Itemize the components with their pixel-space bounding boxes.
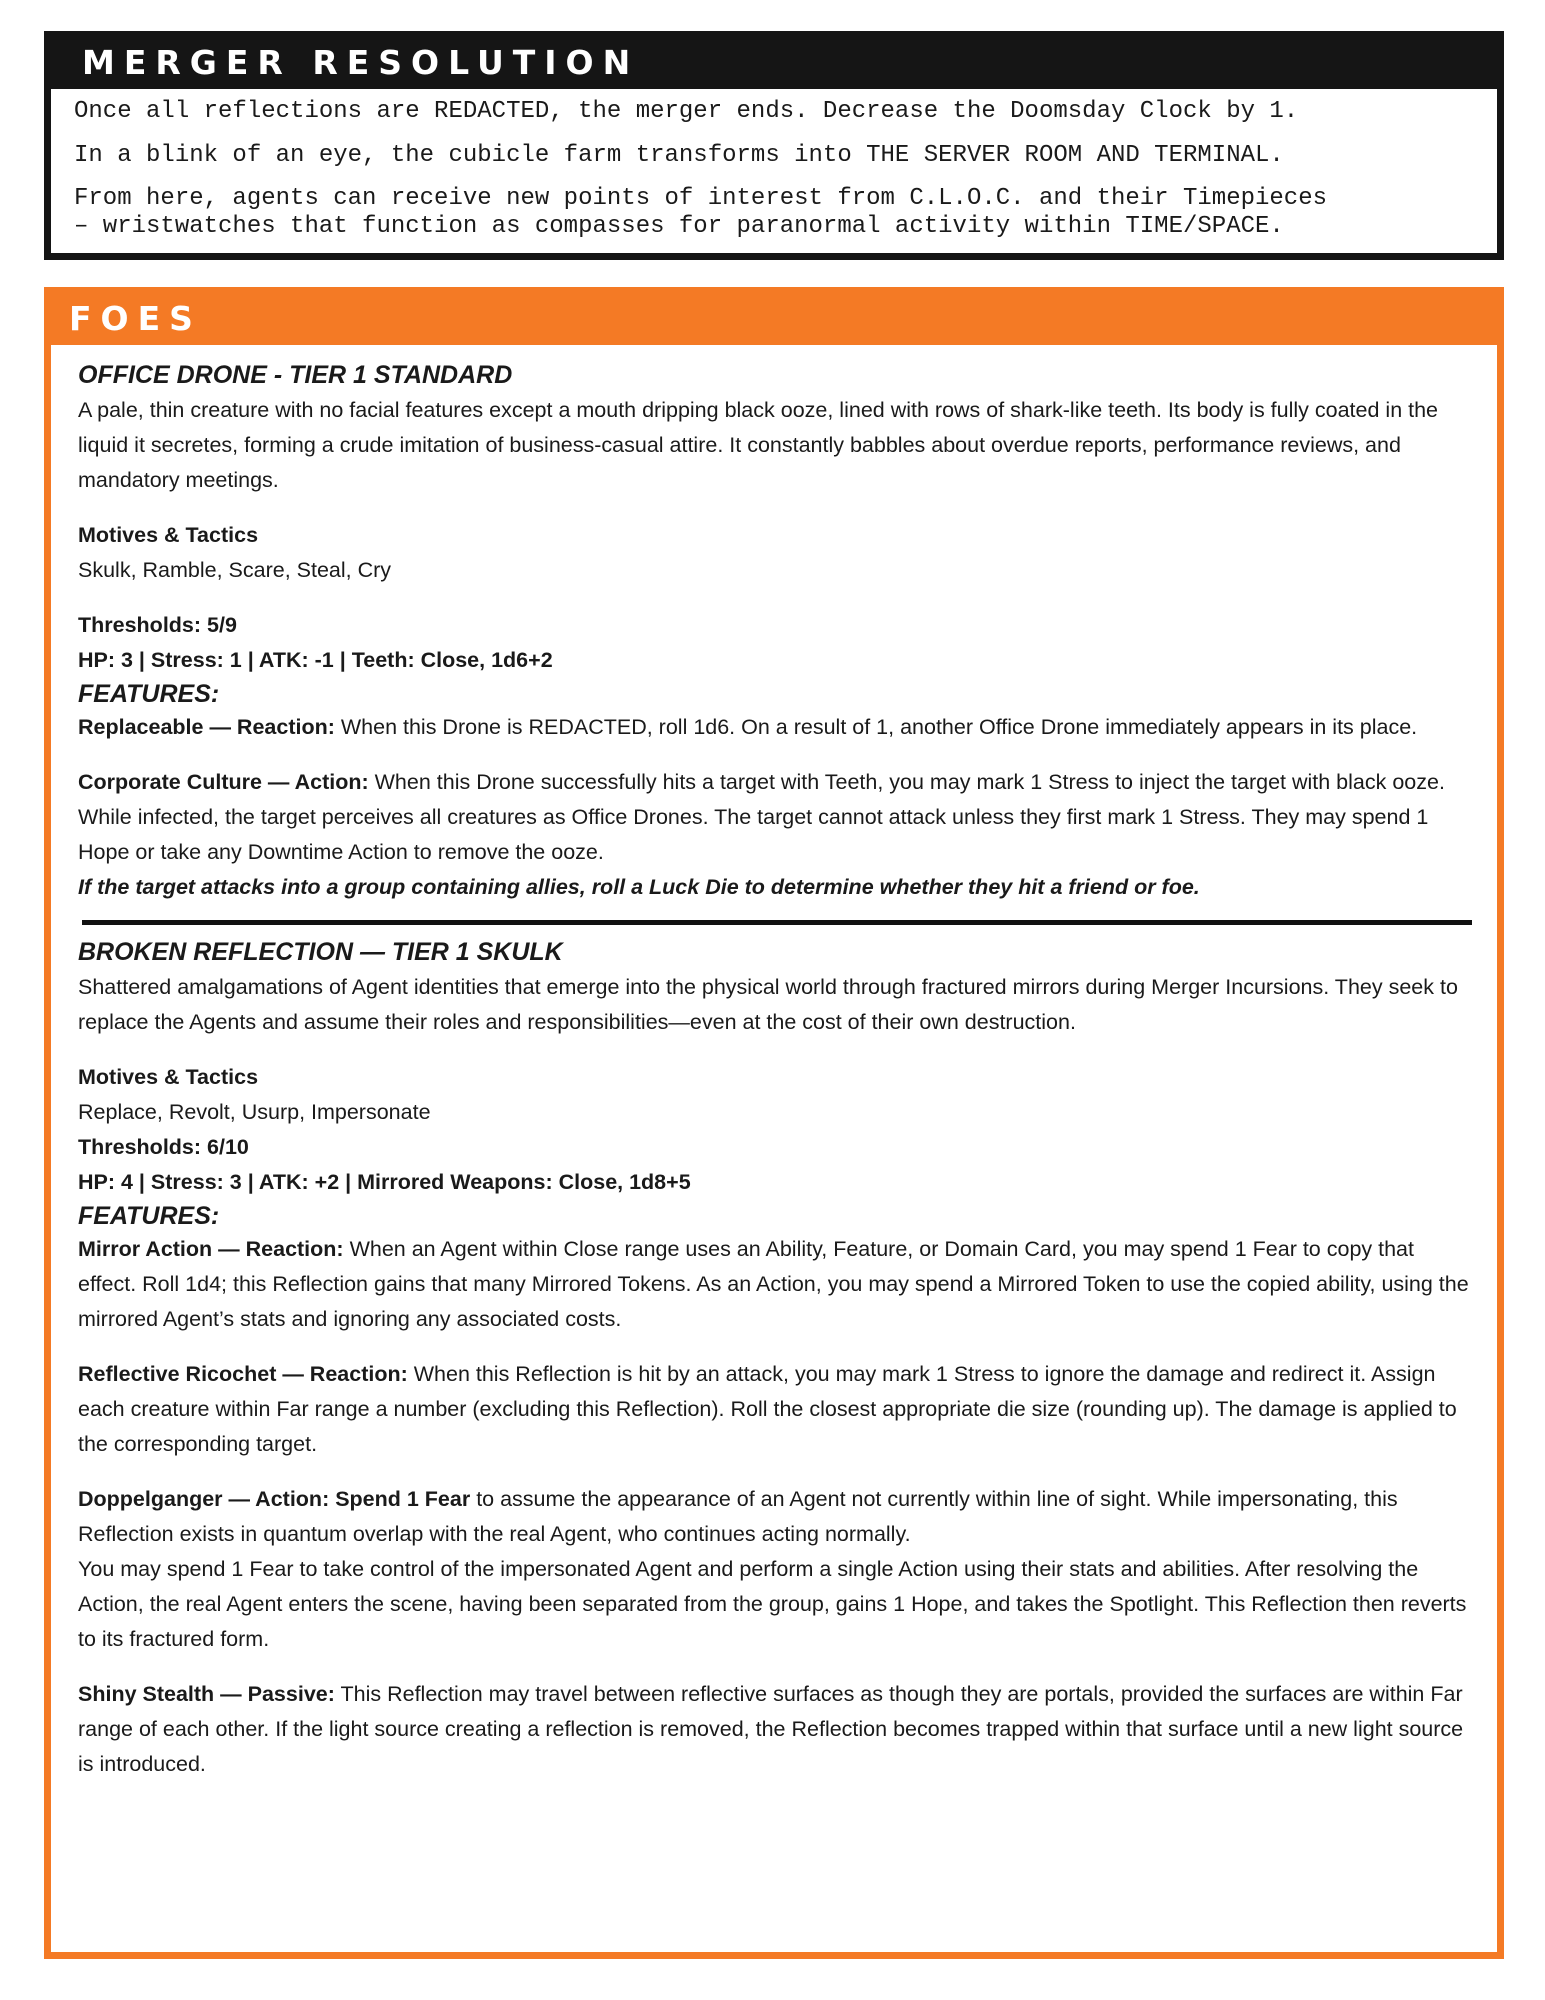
broken-reflection-features-label: FEATURES: — [78, 1202, 220, 1230]
feature-mirror-action — [78, 1232, 1471, 1337]
merger-line-3-text: From here, agents can receive new points of interest from C.L.O.C. and their Timepieces — [74, 185, 1328, 212]
feature-replaceable-text: When this Drone is REDACTED, roll 1d6. On a result of 1, another Office Drone immediately appears in its place. — [334, 715, 1418, 739]
merger-line-3 — [74, 185, 1475, 241]
foes-body — [51, 345, 1497, 1782]
feature-doppelganger-name: Doppelganger — Action: Spend 1 Fear — [78, 1487, 471, 1511]
section-divider — [82, 920, 1472, 925]
feature-shiny-stealth — [78, 1677, 1471, 1782]
broken-reflection-motives: Replace, Revolt, Usurp, Impersonate — [78, 1100, 431, 1124]
feature-corporate-culture-text: When this Drone successfully hits a target with Teeth, you may mark 1 Stress to inject the target with black ooze. While infected, the target perceives all creatures as Office Drones. The target cannot attack unless they first mark 1 Stress. They may spend 1 Hope or take any Downtime Action to remove the ooze. — [78, 770, 1445, 864]
office-drone-stats: HP: 3 | Stress: 1 | ATK: -1 | Teeth: Close, 1d6+2 — [78, 648, 553, 672]
feature-replaceable-name: Replaceable — Reaction: — [78, 715, 335, 739]
feature-reflective-ricochet-text: When this Reflection is hit by an attack, you may mark 1 Stress to ignore the damage and redirect it. Assign each creature within Far range a number (excluding this Reflection). Roll the closest appropriate die size (rounding up). The damage is applied to the corresponding target. — [78, 1362, 1457, 1456]
office-drone-thresholds: Thresholds: 5/9 — [78, 613, 237, 637]
feature-shiny-stealth-name: Shiny Stealth — Passive: — [78, 1682, 335, 1706]
broken-reflection-motives-label: Motives & Tactics — [78, 1065, 259, 1089]
feature-reflective-ricochet — [78, 1357, 1471, 1462]
merger-resolution-box — [44, 31, 1504, 260]
office-drone-motives: Skulk, Ramble, Scare, Steal, Cry — [78, 558, 392, 582]
feature-replaceable — [78, 710, 1471, 745]
foes-heading: FOES — [69, 299, 202, 338]
foes-box — [44, 287, 1504, 1959]
feature-reflective-ricochet-name: Reflective Ricochet — Reaction: — [78, 1362, 408, 1386]
feature-shiny-stealth-text: This Reflection may travel between reflective surfaces as though they are portals, provided the surfaces are within Far range of each other. If the light source creating a reflection is removed, the Reflection becomes trapped within that surface until a new light source is introduced. — [78, 1682, 1464, 1776]
merger-line-2: In a blink of an eye, the cubicle farm transforms into THE SERVER ROOM AND TERMINAL. — [74, 142, 1284, 169]
feature-corporate-culture — [78, 765, 1471, 870]
office-drone-features-label: FEATURES: — [78, 680, 220, 708]
broken-reflection-thresholds: Thresholds: 6/10 — [78, 1135, 249, 1159]
feature-mirror-action-name: Mirror Action — Reaction: — [78, 1237, 344, 1261]
feature-corporate-culture-name: Corporate Culture — Action: — [78, 770, 369, 794]
broken-reflection-title: BROKEN REFLECTION — TIER 1 SKULK — [78, 938, 563, 966]
office-drone-title: OFFICE DRONE - TIER 1 STANDARD — [78, 361, 513, 389]
merger-resolution-header — [50, 37, 1498, 89]
merger-line-1: Once all reflections are REDACTED, the merger ends. Decrease the Doomsday Clock by 1. — [74, 98, 1299, 125]
foes-header — [50, 293, 1498, 345]
office-drone-description: A pale, thin creature with no facial features except a mouth dripping black ooze, lined with rows of shark-like teeth. Its body is fully coated in the liquid it secretes, forming a crude imitation of business-casual attire. It constantly babbles about overdue reports, performance reviews, and mandatory meetings. — [78, 398, 1439, 492]
feature-doppelganger-text-2: You may spend 1 Fear to take control of the impersonated Agent and perform a single Action using their stats and abilities. After resolving the Action, the real Agent enters the scene, having been separated from the group, gains 1 Hope, and takes the Spotlight. This Reflection then reverts to its fractured form. — [78, 1557, 1467, 1651]
feature-mirror-action-text: When an Agent within Close range uses an Ability, Feature, or Domain Card, you may spend 1 Fear to copy that effect. Roll 1d4; this Reflection gains that many Mirrored Tokens. As an Action, you may spend a Mirrored Token to use the copied ability, using the mirrored Agent’s stats and ignoring any associated costs. — [78, 1237, 1469, 1331]
feature-corporate-culture-note: If the target attacks into a group containing allies, roll a Luck Die to determine whether they hit a friend or foe. — [78, 875, 1200, 899]
office-drone-motives-label: Motives & Tactics — [78, 523, 259, 547]
merger-resolution-body — [51, 89, 1497, 241]
feature-doppelganger — [78, 1482, 1471, 1552]
broken-reflection-stats: HP: 4 | Stress: 3 | ATK: +2 | Mirrored Weapons: Close, 1d8+5 — [78, 1170, 691, 1194]
broken-reflection-description: Shattered amalgamations of Agent identities that emerge into the physical world through fractured mirrors during Merger Incursions. They seek to replace the Agents and assume their roles and responsibilities—even at the cost of their own destruction. — [78, 975, 1458, 1034]
merger-resolution-heading: MERGER RESOLUTION — [82, 43, 640, 82]
feature-doppelganger-text: to assume the appearance of an Agent not currently within line of sight. While impersonating, this Reflection exists in quantum overlap with the real Agent, who continues acting normally. — [78, 1487, 1398, 1546]
merger-line-4-text: – wristwatches that function as compasses for paranormal activity within TIME/SPACE. — [74, 213, 1284, 240]
